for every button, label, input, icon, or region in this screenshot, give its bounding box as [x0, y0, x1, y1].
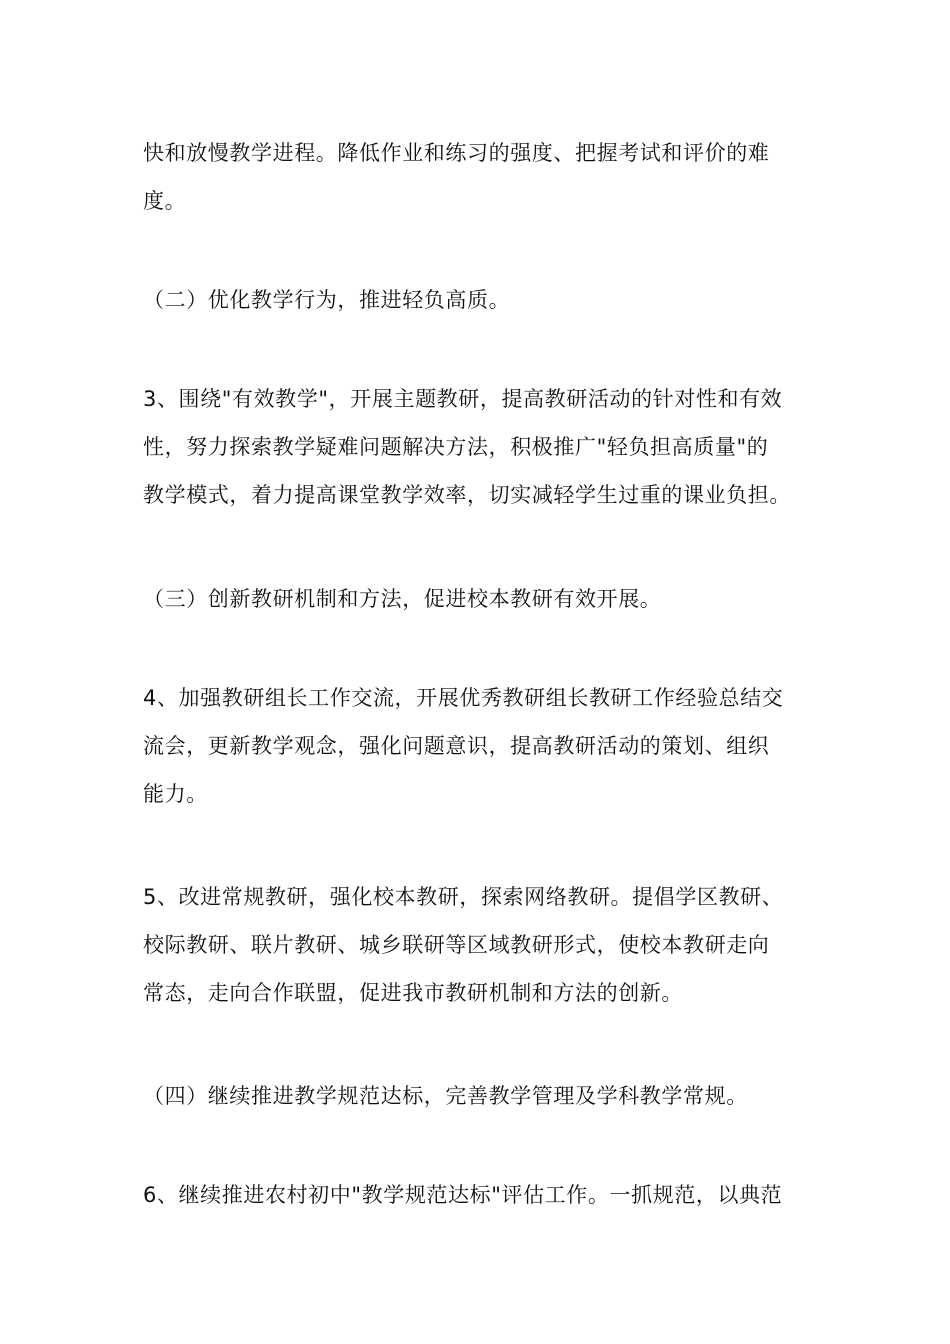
text-line: （二）优化教学行为，推进轻负高质。	[143, 288, 511, 312]
text-line: 性，努力探索教学疑难问题解决方法，积极推广"轻负担高质量"的	[143, 435, 769, 459]
paragraph-item-4	[143, 674, 813, 818]
section-heading-3	[143, 575, 813, 623]
text-line: 4、加强教研组长工作交流，开展优秀教研组长教研工作经验总结交	[143, 686, 784, 710]
text-line: 流会，更新教学观念，强化问题意识，提高教研活动的策划、组织	[143, 734, 770, 758]
text-line: 度。	[143, 189, 187, 213]
text-line: 3、围绕"有效教学"，开展主题教研，提高教研活动的针对性和有效	[143, 387, 783, 411]
section-heading-2	[143, 276, 813, 324]
text-line: 能力。	[143, 782, 208, 806]
text-line: 快和放慢教学进程。降低作业和练习的强度、把握考试和评价的难	[143, 141, 770, 165]
text-line: 6、继续推进农村初中"教学规范达标"评估工作。一抓规范，以典范	[143, 1183, 783, 1207]
paragraph-item-5	[143, 873, 813, 1017]
text-line: 校际教研、联片教研、城乡联研等区域教研形式，使校本教研走向	[143, 933, 770, 957]
paragraph-item-3	[143, 375, 813, 519]
paragraph-continuation	[143, 129, 813, 225]
paragraph-item-6	[143, 1171, 813, 1219]
section-heading-4	[143, 1072, 813, 1120]
text-line: 教学模式，着力提高课堂教学效率，切实减轻学生过重的课业负担。	[143, 483, 791, 507]
text-line: 5、改进常规教研，强化校本教研，探索网络教研。提倡学区教研、	[143, 885, 784, 909]
text-line: （三）创新教研机制和方法，促进校本教研有效开展。	[143, 587, 662, 611]
text-line: （四）继续推进教学规范达标，完善教学管理及学科教学常规。	[143, 1084, 748, 1108]
text-line: 常态，走向合作联盟，促进我市教研机制和方法的创新。	[143, 981, 683, 1005]
